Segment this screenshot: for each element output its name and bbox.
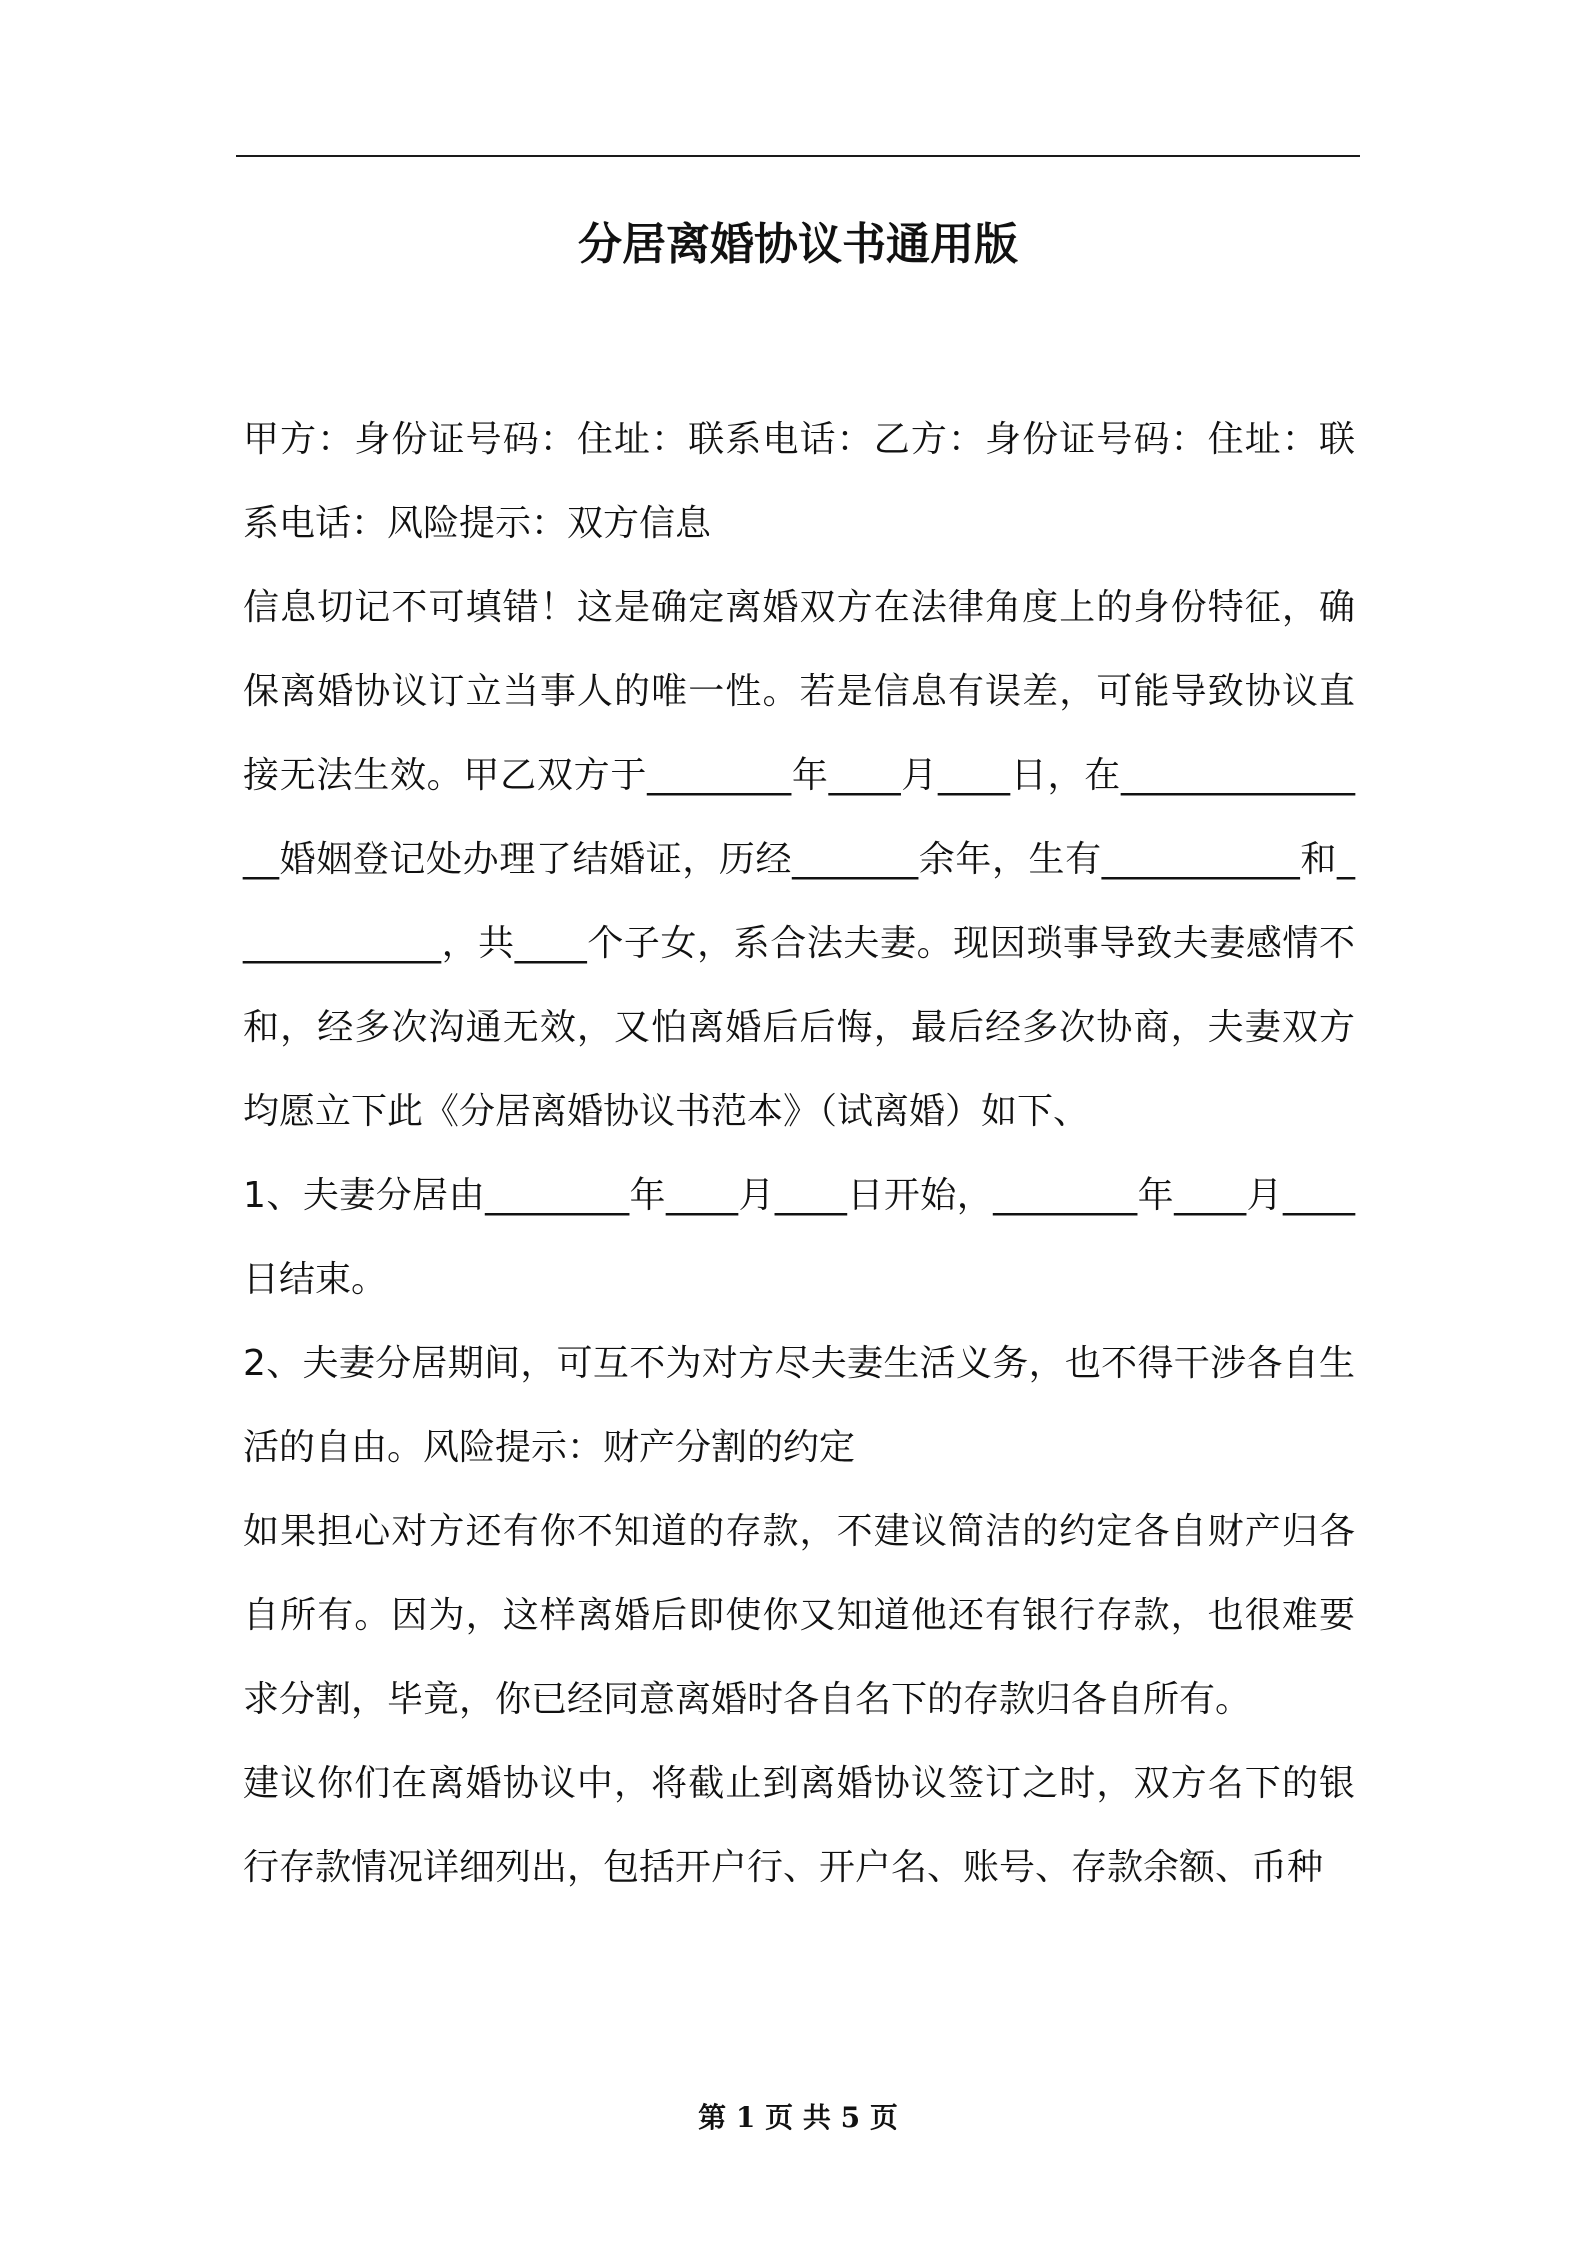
paragraph-clause-1: 1、夫妻分居由________年____月____日开始，________年____月____日结束。 bbox=[243, 1175, 1355, 1300]
paragraph-party-info: 甲方：身份证号码：住址：联系电话：乙方：身份证号码：住址：联系电话：风险提示：双方信息 bbox=[243, 419, 1355, 544]
document-body bbox=[243, 398, 1355, 1910]
header-divider bbox=[236, 155, 1360, 157]
paragraph-marriage-background: 信息切记不可填错！这是确定离婚双方在法律角度上的身份特征，确保离婚协议订立当事人的唯一性。若是信息有误差，可能导致协议直接无法生效。甲乙双方于________年____月____日，在_______________婚姻登记处办理了结婚证，历经_______余年，生有___________和____________，共____个子女，系合法夫妻。现因琐事导致夫妻感情不和，经多次沟通无效，又怕离婚后后悔，最后经多次协商，夫妻双方均愿立下此《分居离婚协议书范本》（试离婚）如下、 bbox=[243, 587, 1355, 1132]
paragraph-clause-2: 2、夫妻分居期间，可互不为对方尽夫妻生活义务，也不得干涉各自生活的自由。风险提示：财产分割的约定 bbox=[243, 1343, 1355, 1468]
document-title: 分居离婚协议书通用版 bbox=[578, 219, 1018, 270]
paragraph-deposit-risk: 如果担心对方还有你不知道的存款，不建议简洁的约定各自财产归各自所有。因为，这样离婚后即使你又知道他还有银行存款，也很难要求分割，毕竟，你已经同意离婚时各自名下的存款归各自所有。 bbox=[243, 1511, 1355, 1720]
page-indicator: 第 1 页 共 5 页 bbox=[698, 2101, 898, 2134]
paragraph-deposit-advice: 建议你们在离婚协议中，将截止到离婚协议签订之时，双方名下的银行存款情况详细列出，包括开户行、开户名、账号、存款余额、币种 bbox=[243, 1763, 1355, 1888]
